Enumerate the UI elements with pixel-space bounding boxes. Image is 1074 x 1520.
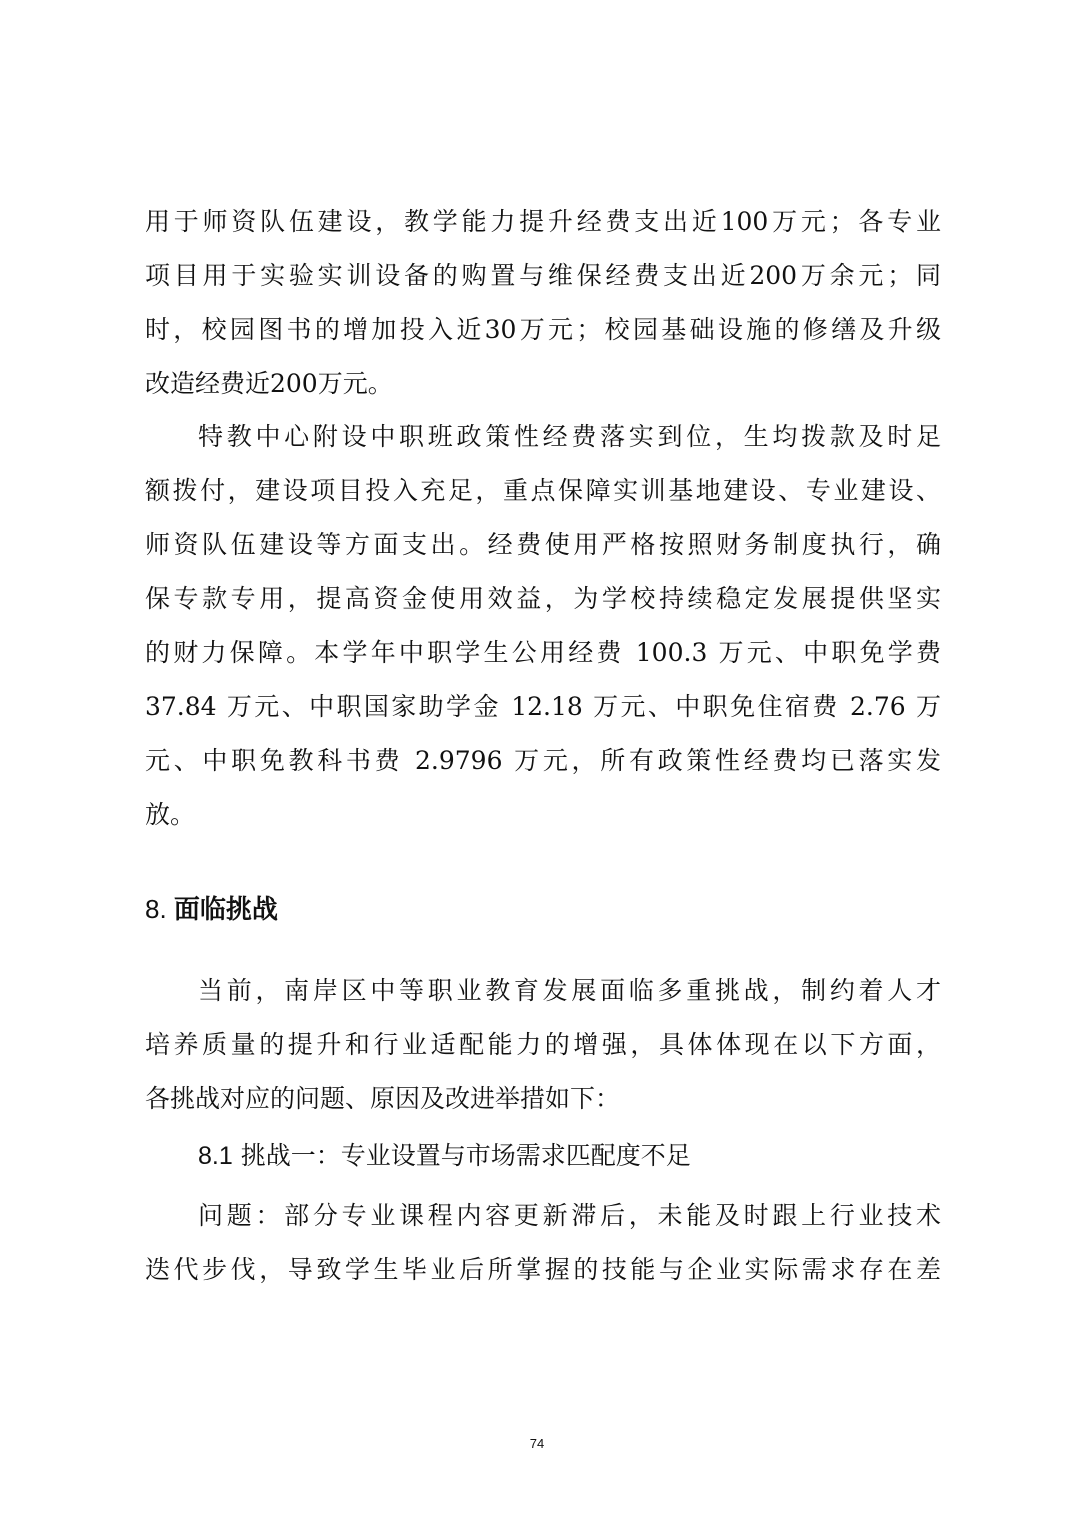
text-line: 迭代步伐，导致学生毕业后所掌握的技能与企业实际需求存在差 xyxy=(145,1255,941,1284)
section-heading xyxy=(145,893,278,925)
text-line: 额拨付，建设项目投入充足，重点保障实训基地建设、专业建设、 xyxy=(145,476,941,505)
text-line: 放。 xyxy=(145,800,196,829)
text-line: 各挑战对应的问题、原因及改进举措如下： xyxy=(145,1084,621,1113)
section-title: 面临挑战 xyxy=(173,894,278,924)
text-line: 项目用于实验实训设备的购置与维保经费支出近200万余元；同 xyxy=(145,261,941,290)
subsection-title: 挑战一：专业设置与市场需求匹配度不足 xyxy=(240,1141,691,1170)
text-line: 保专款专用，提高资金使用效益，为学校持续稳定发展提供坚实 xyxy=(145,584,941,613)
text-line: 用于师资队伍建设，教学能力提升经费支出近100万元；各专业 xyxy=(145,207,941,236)
section-number: 8. xyxy=(145,894,167,924)
text-line: 当前，南岸区中等职业教育发展面临多重挑战，制约着人才 xyxy=(198,976,941,1005)
text-line: 师资队伍建设等方面支出。经费使用严格按照财务制度执行，确 xyxy=(145,530,941,559)
subsection-heading xyxy=(198,1140,691,1172)
text-line: 的财力保障。本学年中职学生公用经费 100.3 万元、中职免学费 xyxy=(145,638,941,667)
subsection-number: 8.1 xyxy=(198,1142,233,1170)
text-line: 问题：部分专业课程内容更新滞后，未能及时跟上行业技术 xyxy=(198,1201,941,1230)
text-line: 37.84 万元、中职国家助学金 12.18 万元、中职免住宿费 2.76 万 xyxy=(145,692,941,721)
text-line: 改造经费近200万元。 xyxy=(145,369,393,398)
page-number: 74 xyxy=(529,1436,545,1451)
text-line: 元、中职免教科书费 2.9796 万元，所有政策性经费均已落实发 xyxy=(145,746,941,775)
text-line: 培养质量的提升和行业适配能力的增强，具体体现在以下方面， xyxy=(145,1030,941,1059)
text-line: 时，校园图书的增加投入近30万元；校园基础设施的修缮及升级 xyxy=(145,315,941,344)
text-line: 特教中心附设中职班政策性经费落实到位，生均拨款及时足 xyxy=(198,422,941,451)
